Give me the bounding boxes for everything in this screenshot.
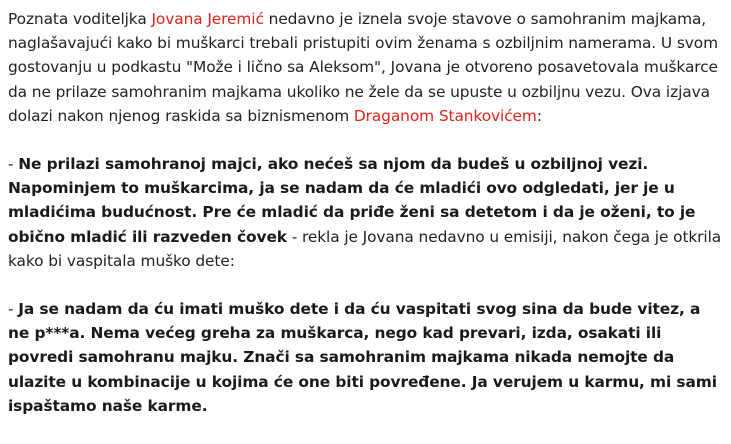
quote-attribution: - rekla je Jovana nedavno u emisiji, nakon čega je otkrila kako bi vaspitala muško dete:	[8, 227, 722, 270]
quote-paragraph-2	[8, 297, 722, 418]
intro-text-2: nedavno je iznela svoje stavove o samohranim majkama, naglašavajući kako bi muškarci trebali pristupiti ovim ženama s ozbiljnim namerama. U svom gostovanju u podkastu "Može i lično sa Aleksom", Jovana je otvoreno posavetovala muškarce da ne prilaze samohranim majkama ukoliko ne žele da se upuste u ozbiljnu vezu. Ova izjava dolazi nakon njenog raskida sa biznismenom	[8, 10, 718, 125]
bold-quote-2: Ja se nadam da ću imati muško dete i da ću vaspitati svog sina da bude vitez, a ne p***a. Nema većeg greha za muškarca, nego kad prevari, izda, osakati ili povredi samohranu majku. Znači sa samohranim majkama nikada nemojte da ulazite u kombinacije u kojima će one biti povređene. Ja verujem u karmu, mi sami ispaštamo naše karme.	[8, 300, 717, 415]
person-link-dragan-stankovic[interactable]: Draganom Stankovićem	[353, 106, 537, 125]
person-link-jovana-jeremic[interactable]: Jovana Jeremić	[151, 10, 264, 28]
intro-text-3: :	[536, 106, 542, 125]
quote-dash-2: -	[8, 300, 19, 319]
intro-text-1: Poznata voditeljka	[8, 10, 152, 28]
article-body	[8, 7, 722, 418]
bold-quote-1: Ne prilazi samohranoj majci, ako nećeš sa njom da budeš u ozbiljnoj vezi. Napominjem to muškarcima, ja se nadam da će mladići ovo odgledati, jer je u mladićima budućnost. Pre će mladić da priđe ženi sa detetom i da je oženi, to je obično mladić ili razveden čovek	[8, 155, 696, 246]
intro-paragraph	[8, 7, 722, 128]
quote-dash-1: -	[8, 155, 19, 174]
quote-paragraph-1	[8, 152, 722, 273]
